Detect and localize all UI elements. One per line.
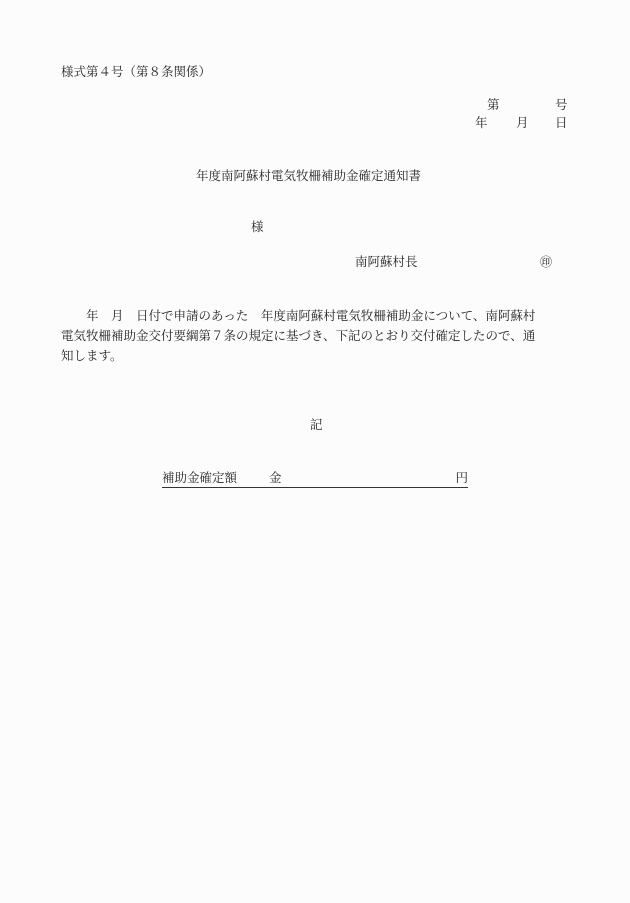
amount-prefix: 金 bbox=[269, 470, 282, 485]
date-year-label: 年 bbox=[475, 115, 488, 130]
body-line: 知します。 bbox=[61, 348, 123, 363]
ki-heading: 記 bbox=[310, 417, 323, 432]
seal-icon: ㊞ bbox=[540, 255, 553, 269]
body-line: 電気牧柵補助金交付要綱第７条の規定に基づき、下記のとおり交付確定したので、通 bbox=[61, 328, 536, 343]
body-line: 年 月 日付で申請のあった 年度南阿蘇村電気牧柵補助金について、南阿蘇村 bbox=[61, 308, 536, 323]
issuer-name: 南阿蘇村長 bbox=[355, 254, 418, 269]
addressee-honorific: 様 bbox=[251, 219, 264, 234]
date-month-label: 月 bbox=[516, 115, 529, 130]
amount-currency: 円 bbox=[455, 470, 468, 485]
confirmed-amount-row bbox=[162, 472, 468, 488]
form-number: 様式第４号（第８条関係） bbox=[61, 64, 212, 79]
date-day-label: 日 bbox=[555, 115, 568, 130]
confirmed-amount-label: 補助金確定額 bbox=[162, 470, 238, 485]
document-title: 年度南阿蘇村電気牧柵補助金確定通知書 bbox=[196, 168, 422, 183]
body-paragraph bbox=[61, 306, 571, 366]
document-number-suffix: 号 bbox=[555, 97, 568, 112]
document-number-prefix: 第 bbox=[487, 97, 500, 112]
